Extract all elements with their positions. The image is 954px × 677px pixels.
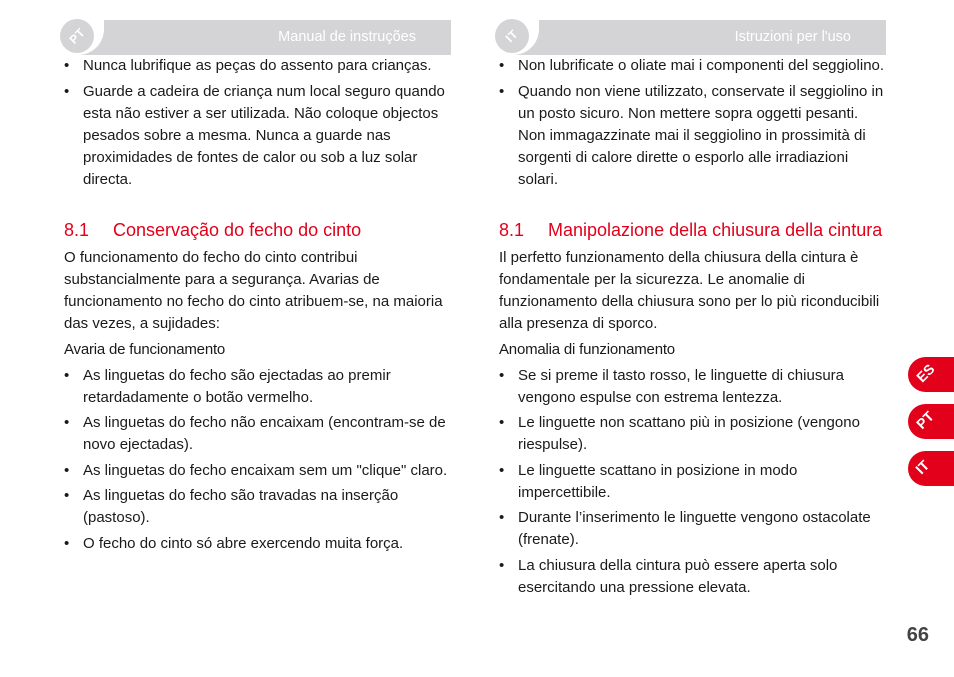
header-bar-it [499, 20, 886, 55]
subheading-it: Anomalia di funzionamento [499, 340, 675, 358]
list-item: • As linguetas do fecho encaixam sem um "clique" claro. [64, 460, 451, 482]
language-badge-it [493, 20, 539, 55]
section-title: Conservação do fecho do cinto [113, 219, 362, 240]
language-tabs [908, 357, 954, 498]
intro-list-it [499, 55, 886, 191]
malfunction-list-it [499, 365, 886, 599]
section-number: 8.1 [499, 219, 525, 240]
list-item: • Nunca lubrifique as peças do assento para crianças. [64, 55, 451, 77]
list-item: • Le linguette non scattano più in posizione (vengono riespulse). [499, 412, 886, 456]
header-title-pt: Manual de instruções [278, 29, 416, 45]
section-number: 8.1 [64, 219, 90, 240]
list-item: • Durante l’inserimento le linguette vengono ostacolate (frenate). [499, 507, 886, 551]
language-tab-es[interactable] [908, 357, 954, 392]
malfunction-list-pt [64, 365, 451, 555]
intro-list-pt [64, 55, 451, 191]
list-item: • O fecho do cinto só abre exercendo muita força. [64, 533, 451, 555]
language-tab-it[interactable] [908, 451, 954, 486]
section-heading-pt [64, 218, 451, 242]
language-tab-pt[interactable] [908, 404, 954, 439]
list-item: • La chiusura della cintura può essere aperta solo esercitando una pressione elevata. [499, 555, 886, 599]
list-item: • As linguetas do fecho não encaixam (encontram-se de novo ejectadas). [64, 412, 451, 456]
list-item: • Guarde a cadeira de criança num local seguro quando esta não estiver a ser utilizada. Não coloque objectos pesados sobre a mesma. Nunca a guarde nas proximidades de fontes de calor ou sob a luz solar directa. [64, 81, 451, 191]
list-item: • As linguetas do fecho são ejectadas ao premir retardadamente o botão vermelho. [64, 365, 451, 409]
language-tab-label: ES [913, 360, 938, 386]
column-portuguese [64, 20, 451, 558]
list-item: • Se si preme il tasto rosso, le linguette di chiusura vengono espulse con estrema lentezza. [499, 365, 886, 409]
language-badge-pt [58, 20, 104, 55]
subheading-pt: Avaria de funcionamento [64, 340, 226, 358]
section-heading-it [499, 218, 886, 242]
section-title: Manipolazione della chiusura della cintura [548, 219, 883, 240]
section-paragraph-pt: O funcionamento do fecho do cinto contribui substancialmente para a segurança. Avarias de funcionamento no fecho do cinto atribuem-se, na maioria das vezes, a sujidades: [64, 248, 443, 332]
language-tab-label: IT [912, 456, 933, 478]
language-code-it: IT [502, 26, 522, 46]
header-bar-pt [64, 20, 451, 55]
list-item: • Le linguette scattano in posizione in modo impercettibile. [499, 460, 886, 504]
list-item: • Quando non viene utilizzato, conservate il seggiolino in un posto sicuro. Non mettere sopra oggetti pesanti. Non immagazzinate mai il seggiolino in prossimità di sorgenti di calore dirette o esporlo alle irradiazioni solari. [499, 81, 886, 191]
list-item: • Non lubrificate o oliate mai i componenti del seggiolino. [499, 55, 886, 77]
language-code-pt: PT [66, 25, 88, 47]
language-tab-label: PT [912, 408, 937, 432]
section-paragraph-it: Il perfetto funzionamento della chiusura della cintura è fondamentale per la sicurezza. Le anomalie di funzionamento della chiusura sono per lo più riconducibili alla presenza di sporco. [499, 248, 880, 332]
page-number: 66 [906, 624, 929, 646]
list-item: • As linguetas do fecho são travadas na inserção (pastoso). [64, 485, 451, 529]
column-italian [499, 20, 886, 602]
header-title-it: Istruzioni per l'uso [734, 29, 851, 45]
